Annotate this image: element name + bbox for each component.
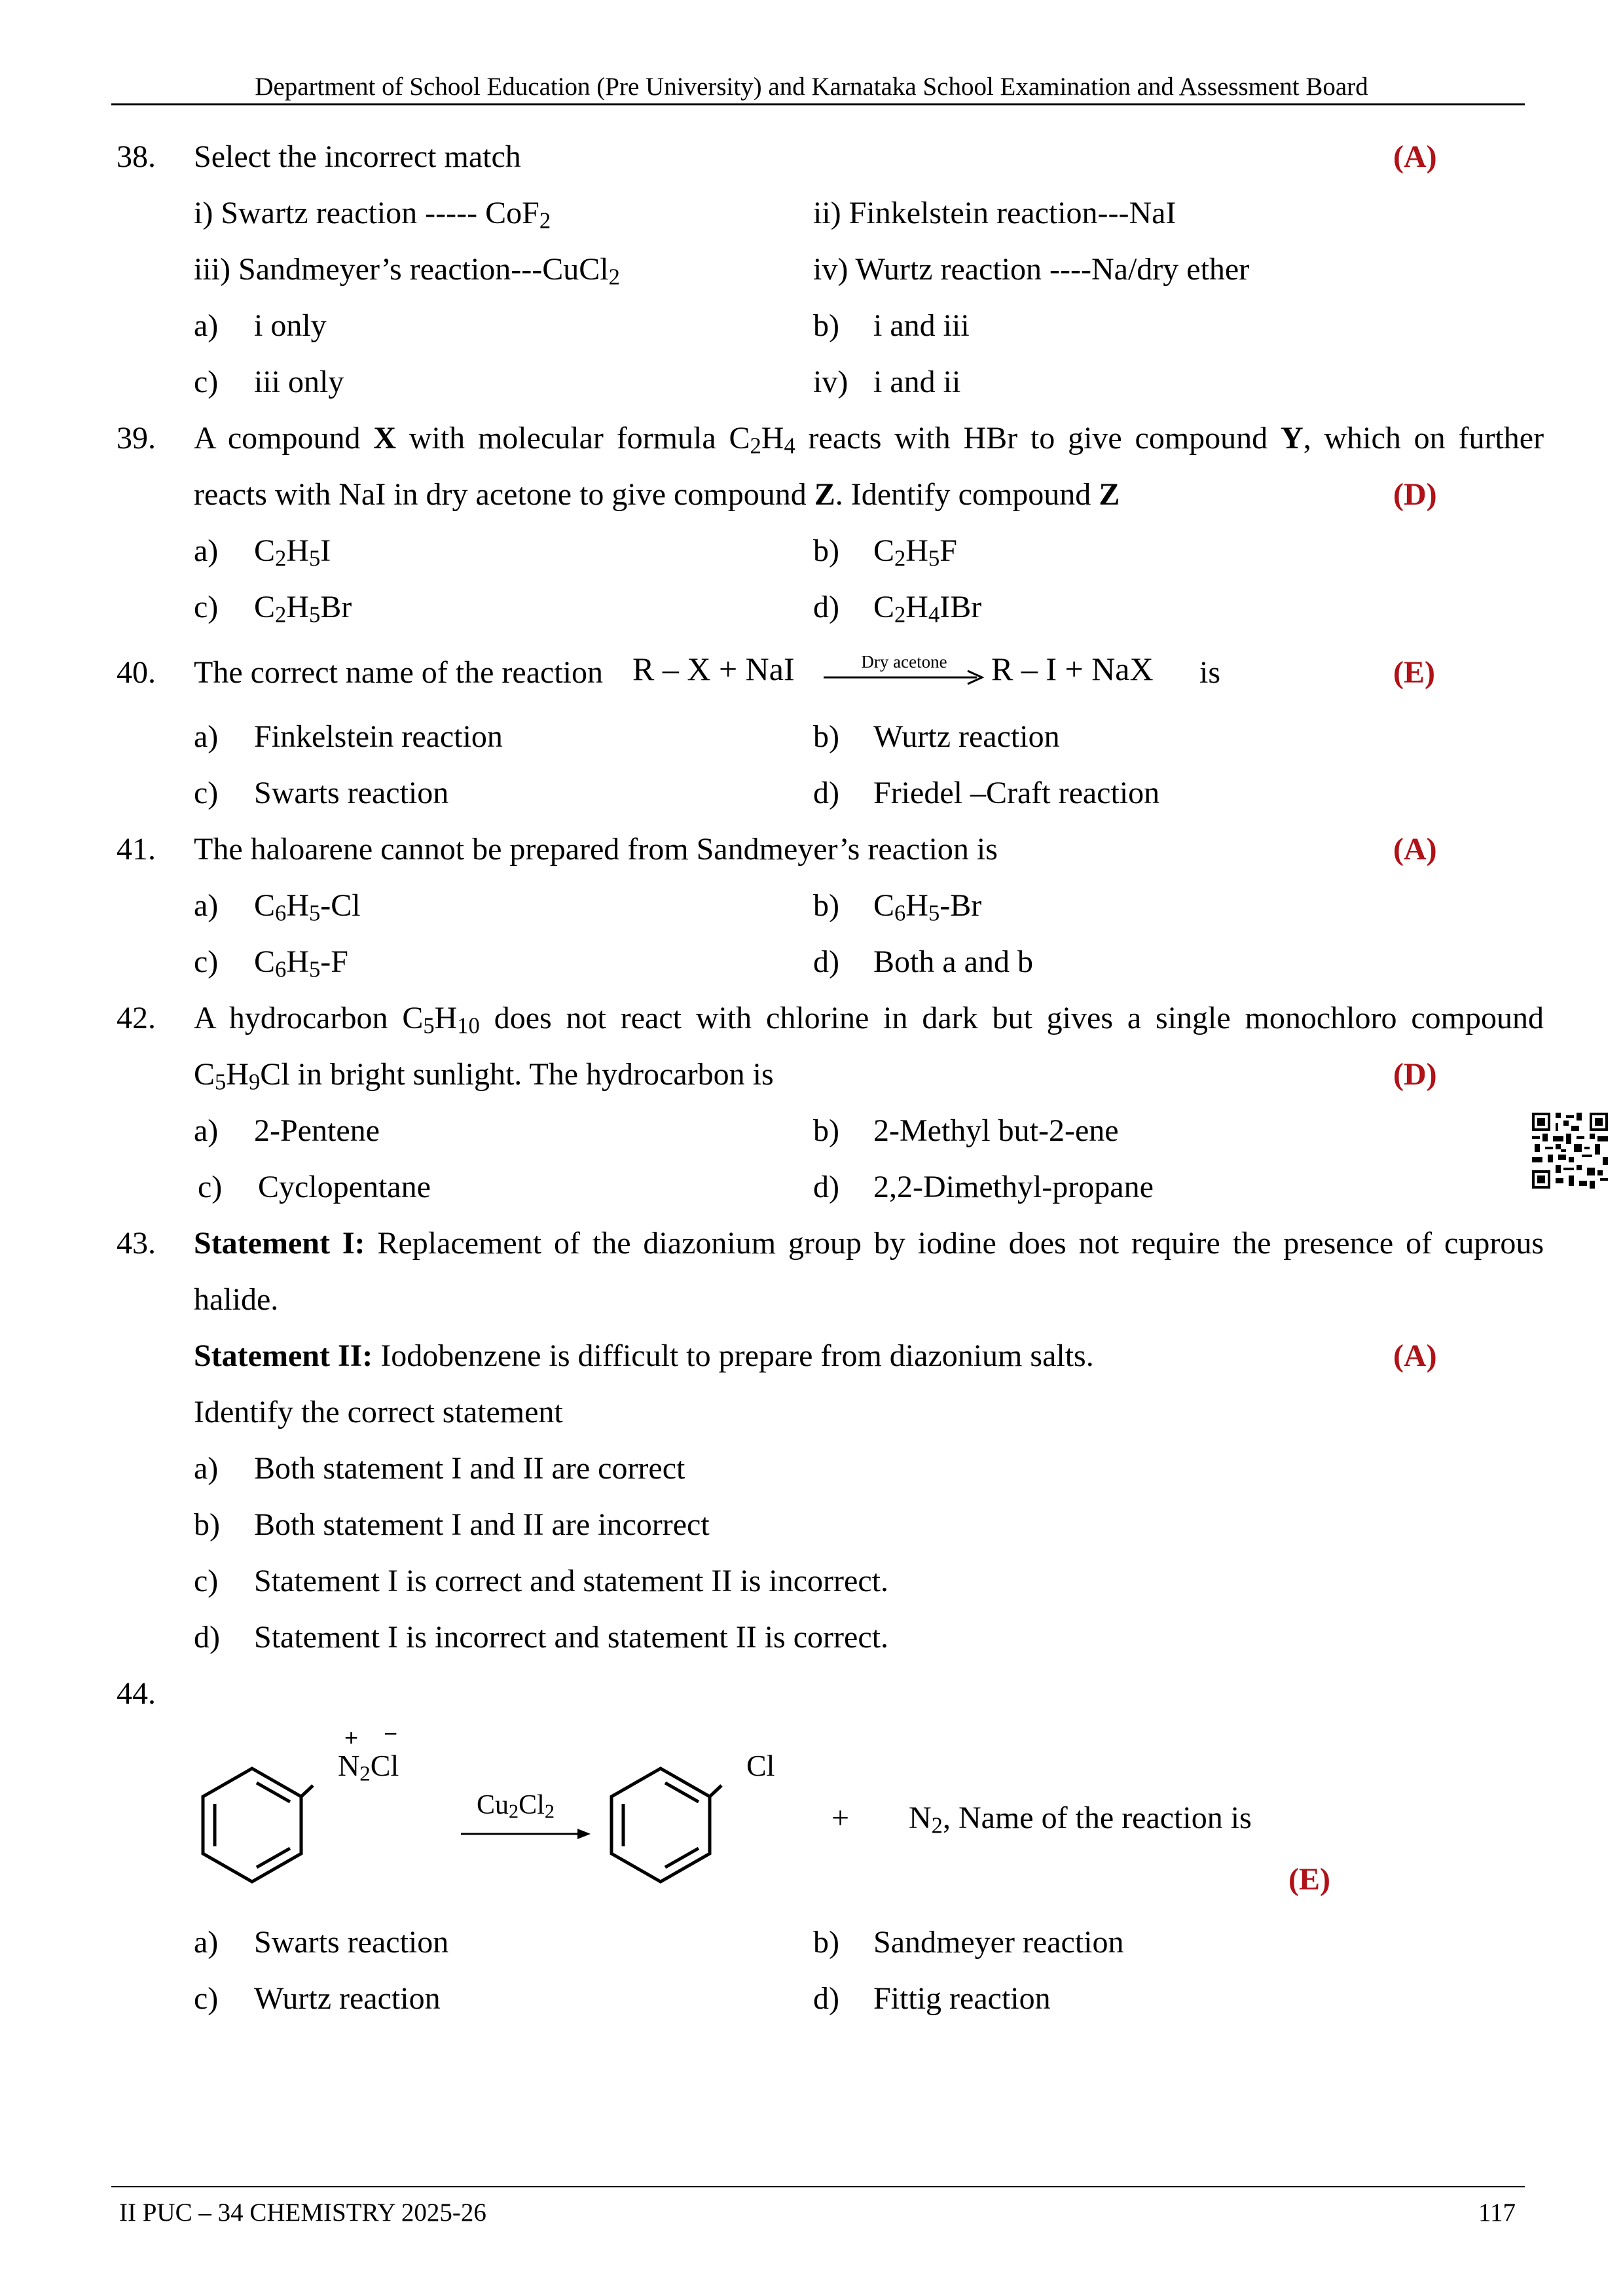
statement-1-continued: halide. [194, 1282, 279, 1317]
question-text: Select the incorrect match [194, 139, 521, 174]
question-number: 40. [117, 655, 156, 690]
answer-key: (D) [1393, 1057, 1437, 1092]
footer-course: II PUC – 34 CHEMISTRY 2025-26 [119, 2198, 486, 2227]
statement-2: Statement II: Iodobenzene is difficult to prepare from diazonium salts. [194, 1338, 1094, 1373]
answer-key: (A) [1393, 139, 1437, 174]
option-c: c) Statement I is correct and statement II is incorrect. [194, 1564, 888, 1598]
question-text: The correct name of the reaction [194, 655, 603, 690]
answer-key: (A) [1393, 832, 1437, 867]
match-item: iii) Sandmeyer’s reaction---CuCl$_2$ [194, 252, 620, 290]
reaction-condition: Dry acetone [861, 652, 947, 672]
question-number: 41. [117, 832, 156, 867]
option-a: a) Finkelstein reaction [194, 719, 503, 754]
question-text: reacts with NaI in dry acetone to give compound Z. Identify compound Z [194, 477, 1120, 512]
option-d: d) $C_2H_4IBr$ [813, 590, 982, 628]
option-b: b) $C_6H_5-Br$ [813, 888, 982, 926]
option-d: d) Fittig reaction [813, 1981, 1051, 2016]
answer-key: (A) [1393, 1338, 1437, 1373]
benzene-ring-product [598, 1761, 723, 1898]
header-rule [111, 103, 1525, 105]
charge-plus: + [344, 1724, 359, 1751]
option-c: c) Wurtz reaction [194, 1981, 441, 2016]
option-a: a) Both statement I and II are correct [194, 1451, 685, 1486]
question-number: 38. [117, 139, 156, 174]
question-text: $C_5H_9Cl$ in bright sunlight. The hydrocarbon is [194, 1057, 774, 1095]
reagent-label: $Cu_2Cl_2$ [477, 1790, 555, 1823]
option-c: c) Cyclopentane [198, 1170, 431, 1204]
option-d: d) 2,2-Dimethyl-propane [813, 1170, 1154, 1204]
page-number: 117 [1478, 2198, 1516, 2227]
reaction-rhs: R – I + NaX [991, 651, 1154, 687]
question-text: A compound X with molecular formula $C_2H_4$ reacts with HBr to give compound Y, which on further [194, 421, 1544, 459]
option-b: b) 2-Methyl but-2-ene [813, 1113, 1119, 1148]
question-prompt: Identify the correct statement [194, 1395, 563, 1429]
option-b: b) $C_2H_5F$ [813, 533, 957, 571]
option-a: a) $C_2H_5I$ [194, 533, 331, 571]
reaction-lhs: R – X + NaI [632, 651, 795, 687]
qr-code [1532, 1113, 1608, 1189]
charge-minus: − [384, 1720, 398, 1747]
option-a: a) $C_6H_5-Cl$ [194, 888, 361, 926]
option-d: d) Friedel –Craft reaction [813, 776, 1160, 810]
question-text: is [1199, 655, 1221, 690]
chloro-label: Cl [746, 1749, 775, 1782]
question-text: The haloarene cannot be prepared from Sandmeyer’s reaction is [194, 832, 998, 867]
question-number: 44. [117, 1676, 156, 1711]
option-c: c) $C_2H_5Br$ [194, 590, 352, 628]
option-c: c) Swarts reaction [194, 776, 449, 810]
benzene-ring-reactant [190, 1761, 314, 1898]
page-header: Department of School Education (Pre University) and Karnataka School Examination and Assessment Board [255, 73, 1368, 101]
option-b: b) Wurtz reaction [813, 719, 1060, 754]
option-a: a) i only [194, 308, 327, 343]
answer-key: (D) [1393, 477, 1437, 512]
question-text: $N_2$, Name of the reaction is [909, 1801, 1252, 1839]
option-d: d) Both a and b [813, 944, 1033, 979]
match-item: iv) Wurtz reaction ----Na/dry ether [813, 252, 1250, 287]
footer-rule [111, 2186, 1525, 2187]
match-item: i) Swartz reaction ----- CoF$_2$ [194, 196, 551, 234]
option-d: d) Statement I is incorrect and statement II is correct. [194, 1620, 888, 1655]
option-d: iv) i and ii [813, 365, 961, 399]
option-c: c) iii only [194, 365, 344, 399]
option-b: b) Both statement I and II are incorrect [194, 1507, 710, 1542]
reaction-arrow [461, 1826, 592, 1842]
option-b: b) i and iii [813, 308, 970, 343]
statement-1: Statement I: Replacement of the diazonium group by iodine does not require the presence of cuprous [194, 1226, 1544, 1261]
option-b: b) Sandmeyer reaction [813, 1925, 1124, 1960]
question-number: 43. [117, 1226, 156, 1261]
option-a: a) Swarts reaction [194, 1925, 449, 1960]
reaction-arrow [822, 668, 986, 687]
diazonium-label: $N_2Cl$ [338, 1749, 399, 1786]
option-a: a) 2-Pentene [194, 1113, 380, 1148]
match-item: ii) Finkelstein reaction---NaI [813, 196, 1176, 230]
plus-sign: + [831, 1801, 850, 1835]
question-text: A hydrocarbon $C_5H_{10}$ does not react with chlorine in dark but gives a single monochloro compound [194, 1001, 1544, 1039]
question-number: 42. [117, 1001, 156, 1035]
answer-key: (E) [1393, 655, 1435, 690]
question-number: 39. [117, 421, 156, 456]
option-c: c) $C_6H_5-F$ [194, 944, 348, 982]
answer-key: (E) [1288, 1862, 1330, 1897]
